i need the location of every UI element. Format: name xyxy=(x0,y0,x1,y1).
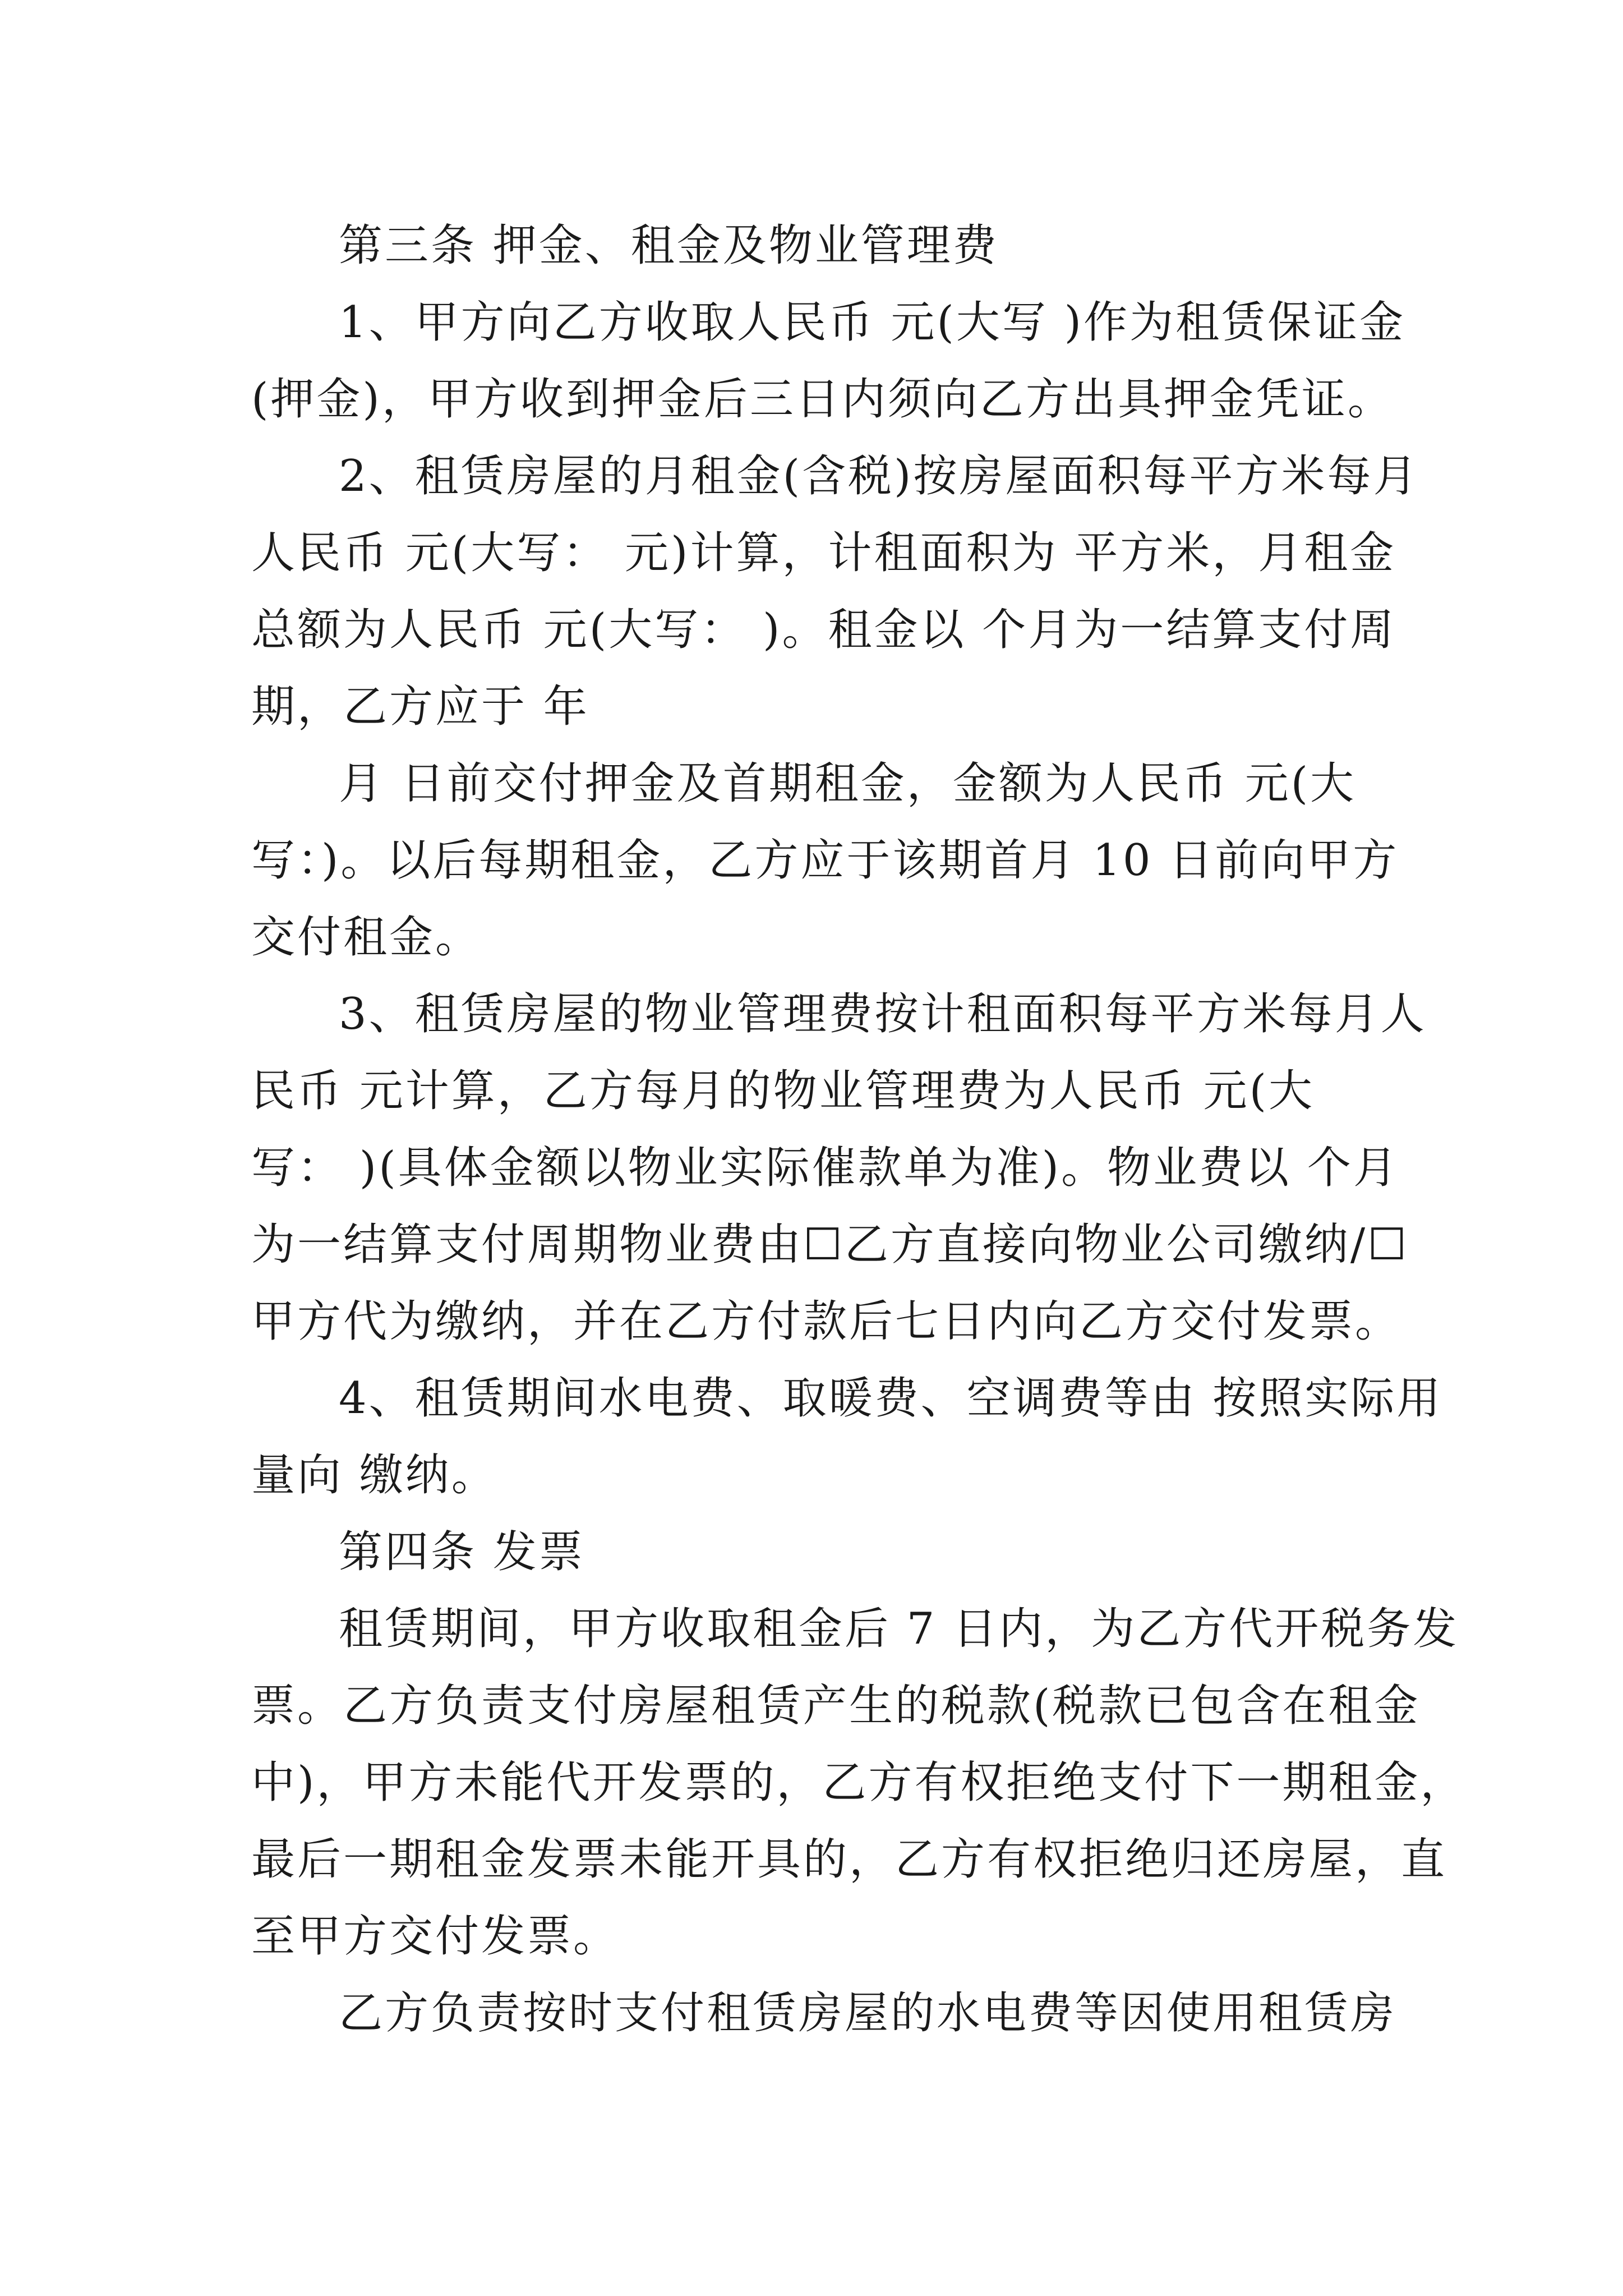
paragraph-line: 至甲方交付发票。 xyxy=(251,1911,620,1962)
paragraph-line: 人民币 元(大写： 元)计算，计租面积为 平方米，月租金 xyxy=(251,528,1396,578)
paragraph-line: 月 日前交付押金及首期租金，金额为人民币 元(大 xyxy=(339,758,1357,809)
paragraph-line: 期，乙方应于 年 xyxy=(251,682,589,732)
paragraph-line: 2、租赁房屋的月租金(含税)按房屋面积每平方米每月 xyxy=(339,451,1419,501)
paragraph-line: 中)，甲方未能代开发票的，乙方有权拒绝支付下一期租金， xyxy=(251,1757,1467,1808)
paragraph-line: 为一结算支付周期物业费由☐乙方直接向物业公司缴纳/☐ xyxy=(251,1220,1409,1270)
paragraph-line: 乙方负责按时支付租赁房屋的水电费等因使用租赁房 xyxy=(339,1988,1397,2039)
paragraph-line: 甲方代为缴纳，并在乙方付款后七日内向乙方交付发票。 xyxy=(251,1296,1401,1347)
paragraph-line: 写：)。以后每期租金，乙方应于该期首月 10 日前向甲方 xyxy=(251,835,1399,886)
paragraph-line: 最后一期租金发票未能开具的，乙方有权拒绝归还房屋，直 xyxy=(251,1834,1447,1885)
paragraph-line: 写： )(具体金额以物业实际催款单为准)。物业费以 个月 xyxy=(251,1143,1399,1193)
paragraph-line: 民币 元计算，乙方每月的物业管理费为人民币 元(大 xyxy=(251,1066,1315,1116)
section-heading-article-3: 第三条 押金、租金及物业管理费 xyxy=(339,220,999,271)
document-body xyxy=(251,208,1467,2052)
paragraph-line: 交付租金。 xyxy=(251,912,482,963)
section-heading-article-4: 第四条 发票 xyxy=(339,1527,585,1577)
paragraph-line: 总额为人民币 元(大写： )。租金以 个月为一结算支付周 xyxy=(251,605,1396,655)
paragraph-line: (押金)，甲方收到押金后三日内须向乙方出具押金凭证。 xyxy=(251,374,1394,425)
paragraph-line: 量向 缴纳。 xyxy=(251,1450,497,1501)
paragraph-line: 4、租赁期间水电费、取暖费、空调费等由 按照实际用 xyxy=(339,1373,1443,1424)
paragraph-line: 3、租赁房屋的物业管理费按计租面积每平方米每月人 xyxy=(339,989,1427,1039)
paragraph-line: 票。乙方负责支付房屋租赁产生的税款(税款已包含在租金 xyxy=(251,1681,1421,1731)
paragraph-line: 1、甲方向乙方收取人民币 元(大写 )作为租赁保证金 xyxy=(339,297,1406,348)
paragraph-line: 租赁期间，甲方收取租金后 7 日内，为乙方代开税务发 xyxy=(339,1604,1459,1654)
